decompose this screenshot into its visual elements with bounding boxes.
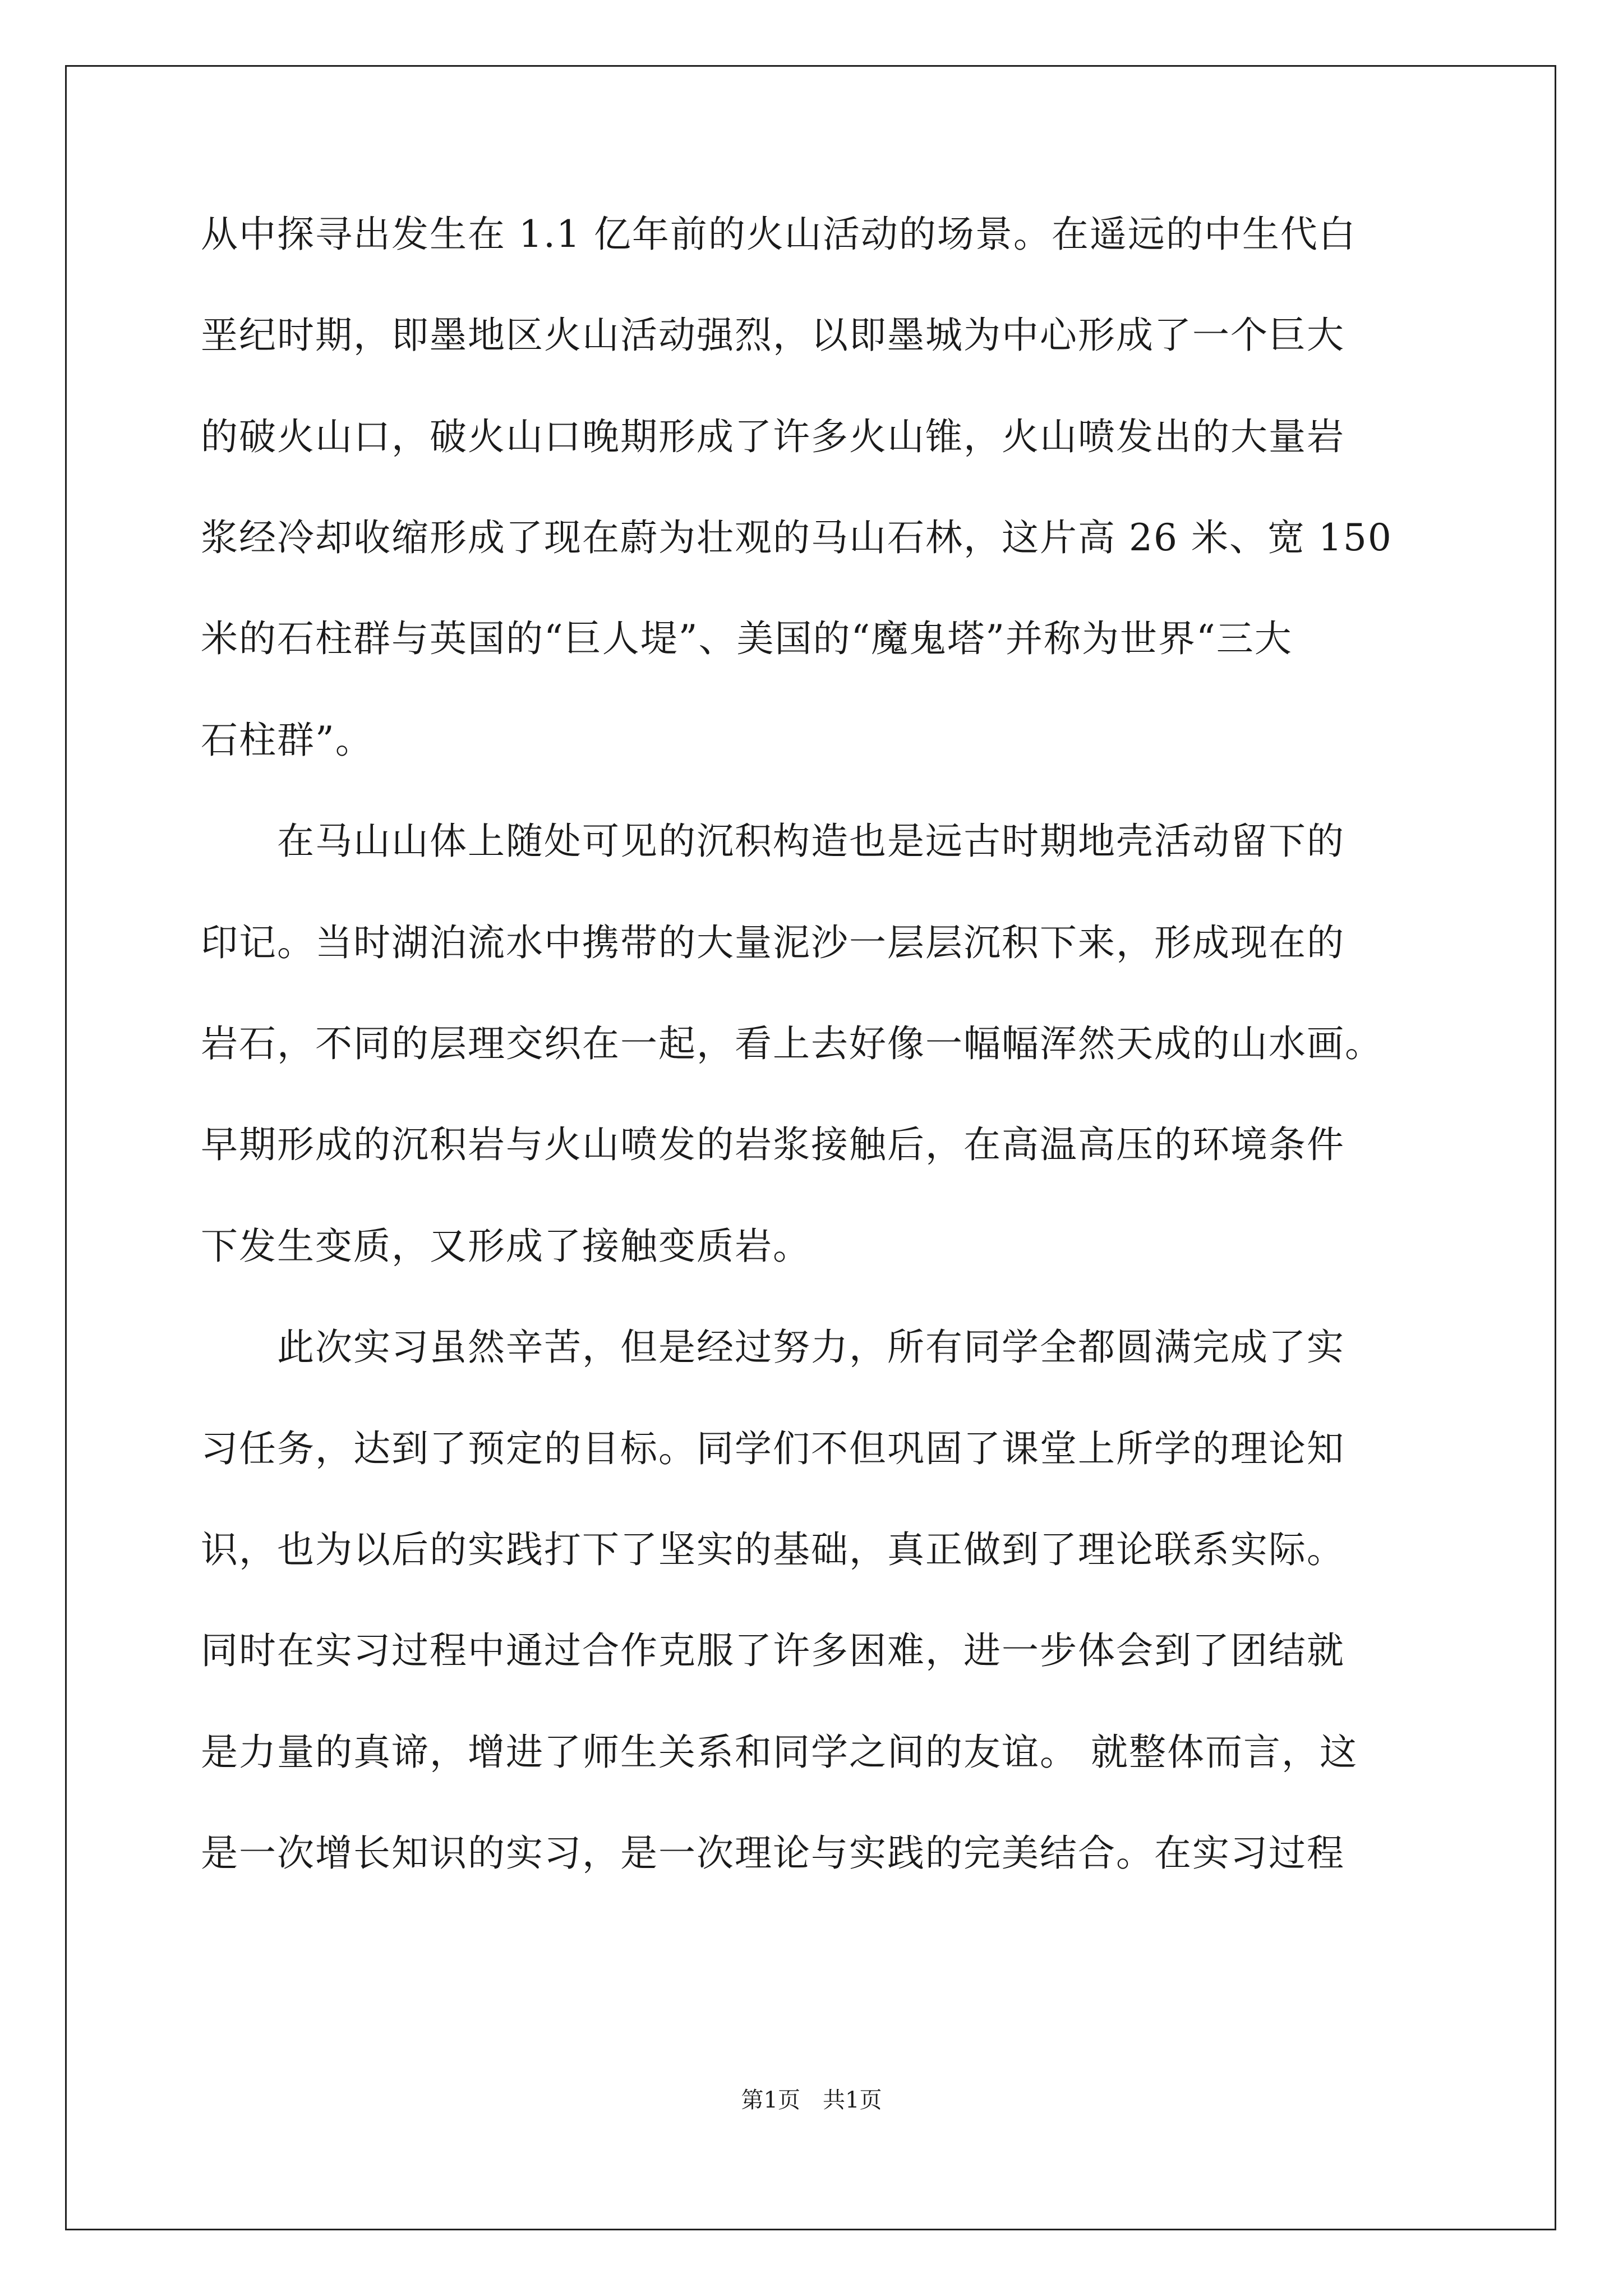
text-line: 此次实习虽然辛苦，但是经过努力，所有同学全都圆满完成了实	[201, 1326, 1345, 1369]
text-line: 米的石柱群与英国的“巨人堤”、美国的“魔鬼塔”并称为世界“三大	[201, 617, 1293, 660]
text-line: 早期形成的沉积岩与火山喷发的岩浆接触后，在高温高压的环境条件	[201, 1123, 1345, 1166]
text-line: 石柱群”。	[201, 719, 374, 762]
text-line: 垩纪时期，即墨地区火山活动强烈，以即墨城为中心形成了一个巨大	[201, 314, 1345, 357]
text-line: 习任务，达到了预定的目标。同学们不但巩固了课堂上所学的理论知	[201, 1427, 1345, 1470]
text-line: 是力量的真谛，增进了师生关系和同学之间的友谊。 就整体而言，这	[201, 1731, 1358, 1774]
text-line: 下发生变质，又形成了接触变质岩。	[201, 1225, 811, 1268]
text-line: 是一次增长知识的实习，是一次理论与实践的完美结合。在实习过程	[201, 1832, 1345, 1875]
text-line: 印记。当时湖泊流水中携带的大量泥沙一层层沉积下来，形成现在的	[201, 921, 1345, 964]
page-footer: 第1页 共1页	[741, 2087, 882, 2113]
text-line: 的破火山口，破火山口晚期形成了许多火山锥，火山喷发出的大量岩	[201, 415, 1345, 458]
text-line: 在马山山体上随处可见的沉积构造也是远古时期地壳活动留下的	[201, 820, 1345, 863]
text-line: 岩石，不同的层理交织在一起，看上去好像一幅幅浑然天成的山水画。	[201, 1022, 1383, 1065]
text-line: 从中探寻出发生在 1.1 亿年前的火山活动的场景。在遥远的中生代白	[201, 213, 1357, 256]
text-line: 识，也为以后的实践打下了坚实的基础，真正做到了理论联系实际。	[201, 1528, 1345, 1571]
text-line: 浆经冷却收缩形成了现在蔚为壮观的马山石林，这片高 26 米、宽 150	[201, 516, 1393, 559]
text-line: 同时在实习过程中通过合作克服了许多困难，进一步体会到了团结就	[201, 1629, 1345, 1672]
